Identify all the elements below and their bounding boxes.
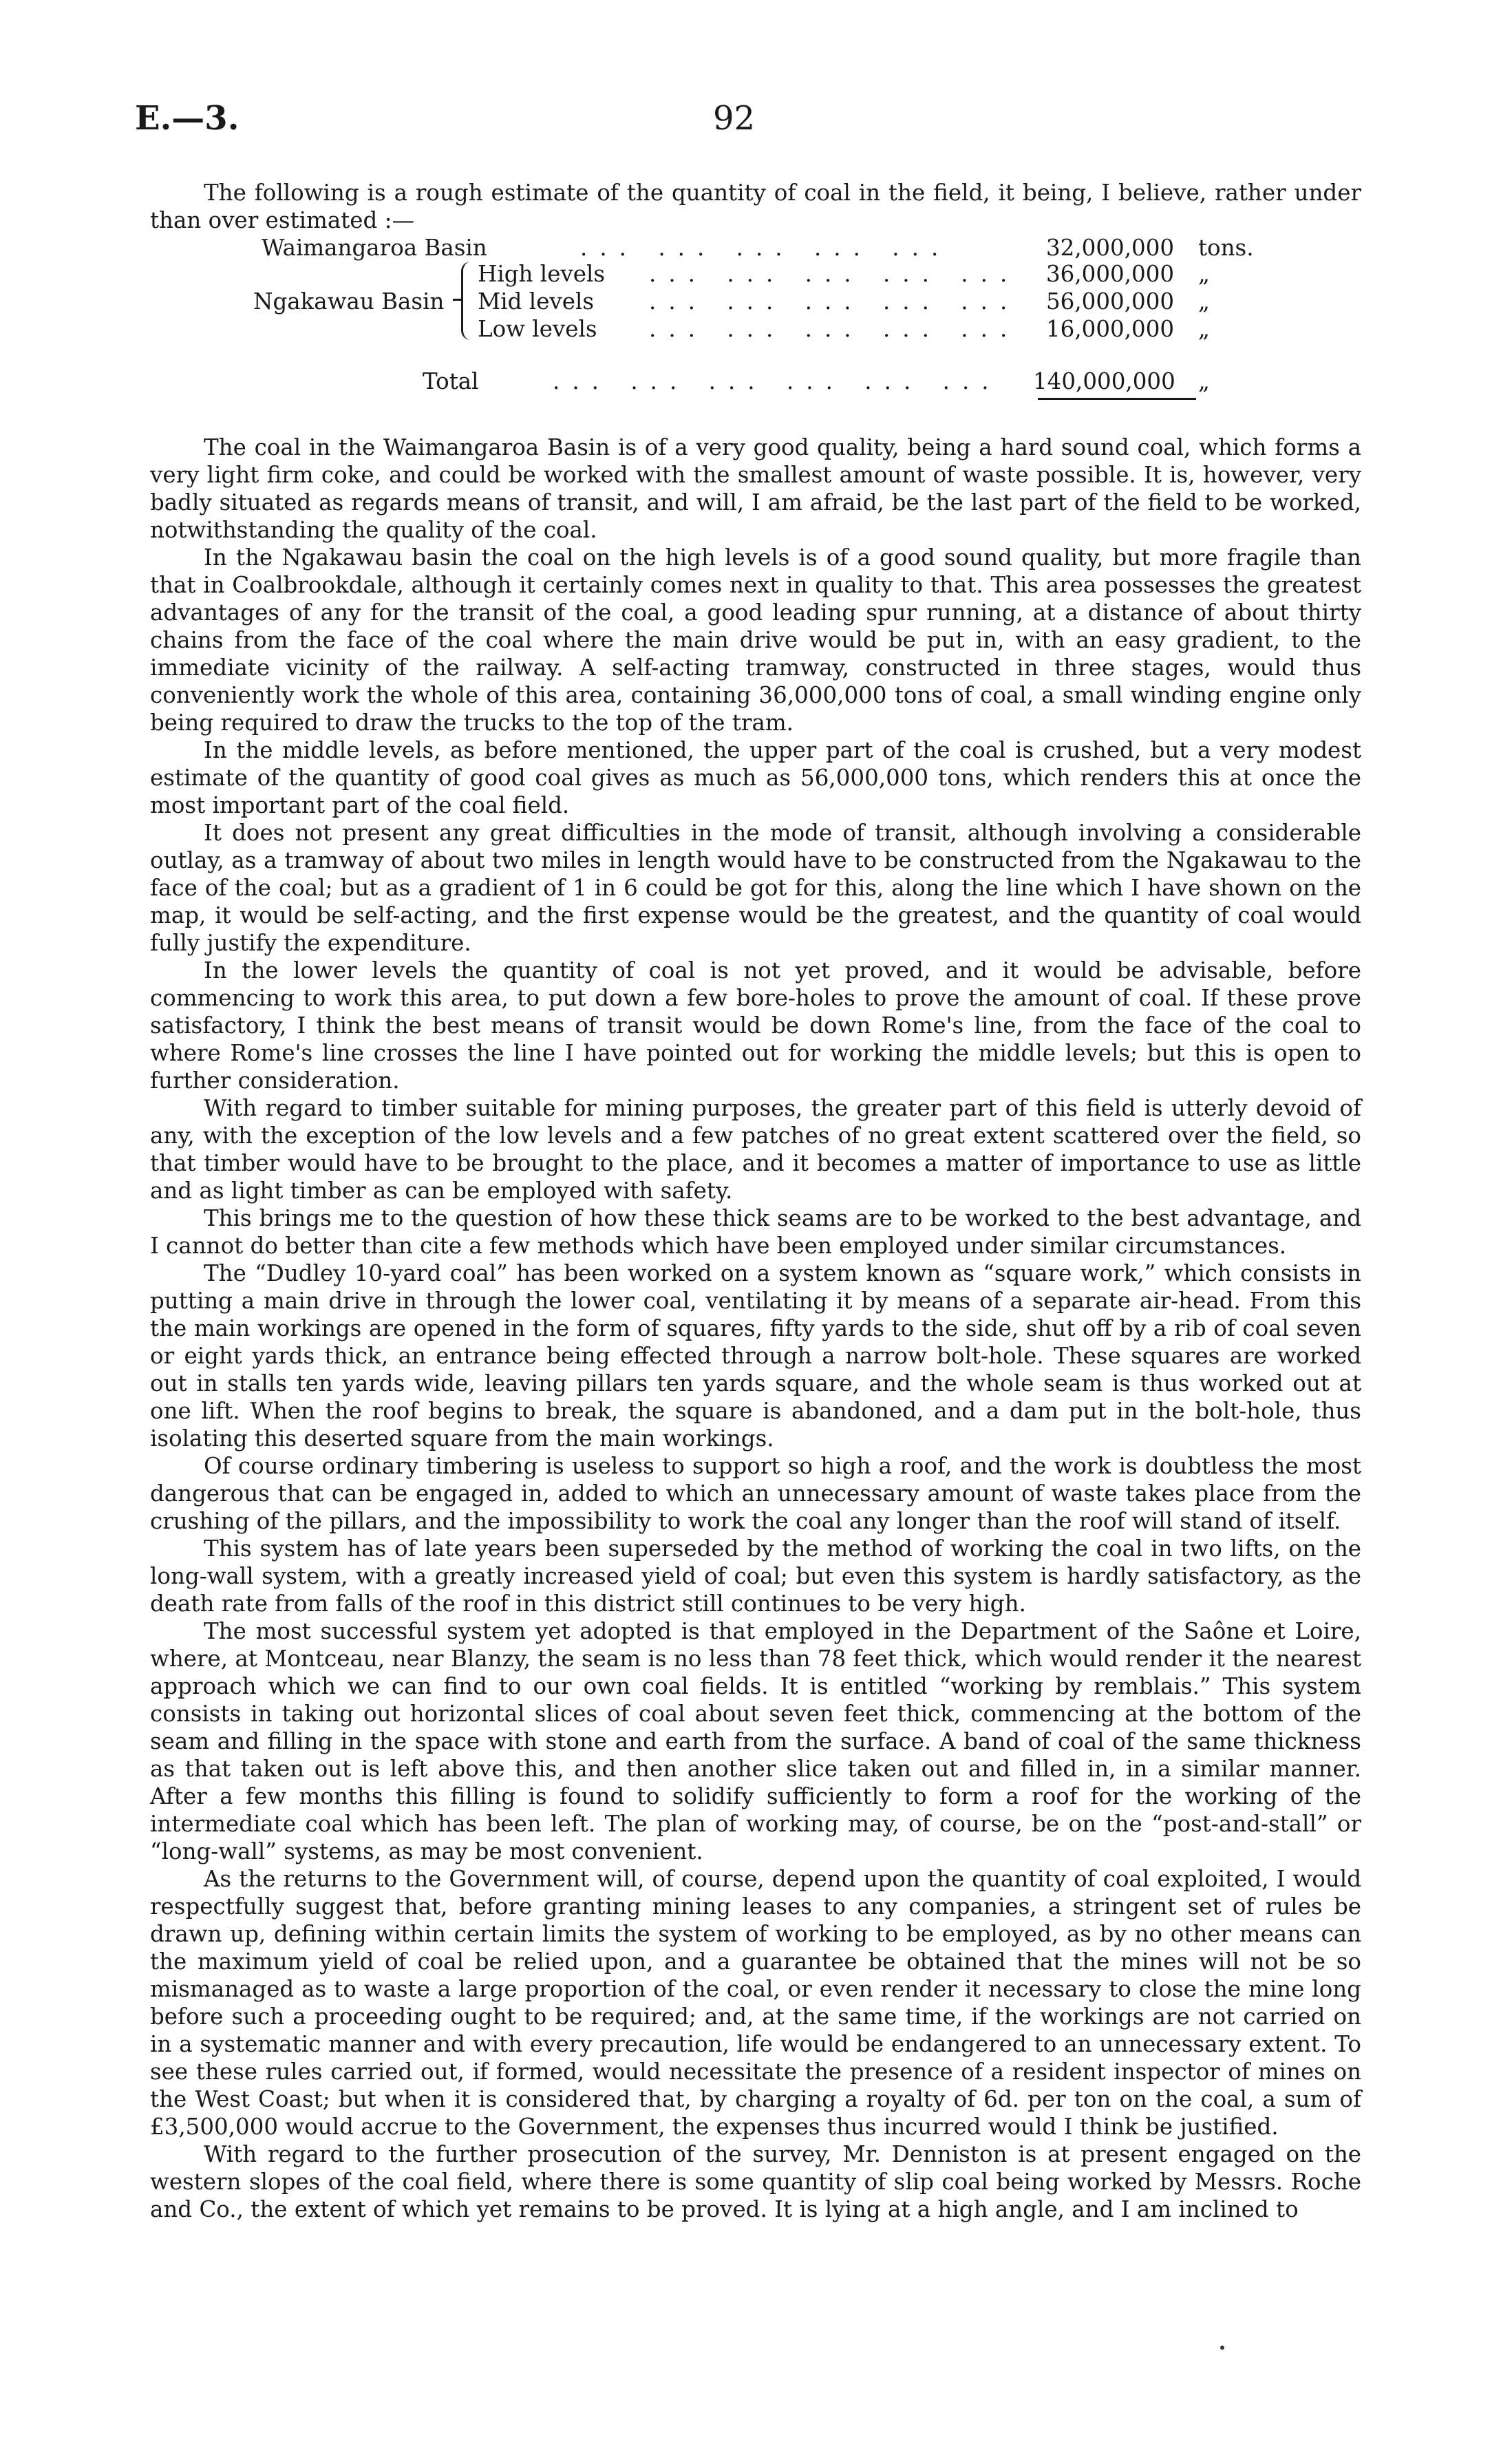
leader-dots: ... ... ... ... ... <box>649 316 1020 342</box>
row-label: Waimangaroa Basin <box>262 235 487 261</box>
paragraph: As the returns to the Government will, of course, depend upon the quantity of coal exploited, I would respectfully suggest that, before granting mining leases to any companies, a stringent set of rules be drawn up, defining within certain limits the system of working to be employed, as by no other means can the maximum yield of coal be relied upon, and a guarantee be obtained that the mines will not be so mismanaged as to waste a large proportion of the coal, or even render it necessary to close the mine long before such a proceeding ought to be required; and, at the same time, if the workings are not carried on in a systematic manner and with every precaution, life would be endangered to an unnecessary extent. To see these rules carried out, if formed, would necessitate the presence of a resident inspector of mines on the West Coast; but when it is considered that, by charging a royalty of 6d. per ton on the coal, a sum of £3,500,000 would accrue to the Government, the expenses thus incurred would I think be justified. <box>150 1866 1361 2140</box>
row-value: 140,000,000 <box>1033 368 1175 394</box>
row-value: 36,000,000 <box>1046 261 1175 287</box>
estimate-row-high <box>150 260 1361 288</box>
leader-dots: ... ... ... ... ... <box>649 288 1020 315</box>
row-unit: „ <box>1198 368 1210 394</box>
row-unit: „ <box>1198 288 1210 315</box>
estimate-row-low <box>150 315 1361 343</box>
paragraph: The “Dudley 10-yard coal” has been worked on a system known as “square work,” which consists in putting a main drive in through the lower coal, ventilating it by means of a separate air-head. From this the main workings are opened in the form of squares, fifty yards to the side, shut off by a rib of coal seven or eight yards thick, an entrance being effected through a narrow bolt-hole. These squares are worked out in stalls ten yards wide, leaving pillars ten yards square, and the whole seam is thus worked out at one lift. When the roof begins to break, the square is abandoned, and a dam put in the bolt-hole, thus isolating this deserted square from the main workings. <box>150 1260 1361 1452</box>
leader-dots: ... ... ... ... ... <box>649 261 1020 287</box>
stray-mark <box>1220 2346 1224 2350</box>
paragraph: In the middle levels, as before mentioned, the upper part of the coal is crushed, but a very modest estimate of the quantity of good coal gives as much as 56,000,000 tons, which renders this at once the most important part of the coal field. <box>150 737 1361 818</box>
intro-paragraph: The following is a rough estimate of the quantity of coal in the field, it being, I believe, rather under than over estimated :— <box>150 180 1361 233</box>
leader-dots: ... ... ... ... ... <box>580 235 951 261</box>
row-value: 16,000,000 <box>1046 316 1175 342</box>
paragraph: This system has of late years been superseded by the method of working the coal in two lifts, on the long-wall system, with a greatly increased yield of coal; but even this system is hardly satisfactory, as the death rate from falls of the roof in this district still continues to be very high. <box>150 1535 1361 1617</box>
paragraph: The most successful system yet adopted is that employed in the Department of the Saône et Loire, where, at Montceau, near Blanzy, the seam is no less than 78 feet thick, which would render it the nearest approach which we can find to our own coal fields. It is entitled “working by remblais.” This system consists in taking out horizontal slices of coal about seven feet thick, commencing at the bottom of the seam and filling in the space with stone and earth from the surface. A band of coal of the same thickness as that taken out is left above this, and then another slice taken out and filled in, in a similar manner. After a few months this filling is found to solidify sufficiently to form a roof for the working of the intermediate coal which has been left. The plan of working may, of course, be on the “post-and-stall” or “long-wall” systems, as may be most convenient. <box>150 1618 1361 1864</box>
paragraph: With regard to timber suitable for mining purposes, the greater part of this field is utterly devoid of any, with the exception of the low levels and a few patches of no great extent scattered over the field, so that timber would have to be brought to the place, and it becomes a matter of importance to use as little and as light timber as can be employed with safety. <box>150 1095 1361 1204</box>
row-unit: tons. <box>1198 235 1254 261</box>
row-value: 32,000,000 <box>1046 235 1175 261</box>
estimate-row-total <box>150 368 1361 395</box>
paragraph: With regard to the further prosecution of the survey, Mr. Denniston is at present engaged on the western slopes of the coal field, where there is some quantity of slip coal being worked by Messrs. Roche and Co., the extent of which yet remains to be proved. It is lying at a high angle, and I am inclined to <box>150 2141 1361 2222</box>
estimate-row-mid <box>150 288 1361 315</box>
row-label: Total <box>423 368 479 394</box>
paragraph: Of course ordinary timbering is useless to support so high a roof, and the work is doubtless the most dangerous that can be engaged in, added to which an unnecessary amount of waste takes place from the crushing of the pillars, and the impossibility to work the coal any longer than the roof will stand of itself. <box>150 1453 1361 1534</box>
row-label: High levels <box>478 261 606 287</box>
body-text <box>150 179 1361 2223</box>
paragraph: This brings me to the question of how these thick seams are to be worked to the best advantage, and I cannot do better than cite a few methods which have been employed under similar circumstances. <box>150 1205 1361 1259</box>
paragraph: The coal in the Waimangaroa Basin is of a very good quality, being a hard sound coal, which forms a very light firm coke, and could be worked with the smallest amount of waste possible. It is, however, very badly situated as regards means of transit, and will, I am afraid, be the last part of the field to be worked, notwithstanding the quality of the coal. <box>150 434 1361 543</box>
estimate-row-waimangaroa <box>150 234 1361 262</box>
row-unit: „ <box>1198 261 1210 287</box>
row-label: Mid levels <box>478 288 595 315</box>
page-number: 92 <box>713 99 756 138</box>
group-label: Ngakawau Basin <box>253 288 445 315</box>
total-rule <box>1038 398 1196 400</box>
paragraph: In the lower levels the quantity of coal is not yet proved, and it would be advisable, before commencing to work this area, to put down a few bore-holes to prove the amount of coal. If these prove satisfactory, I think the best means of transit would be down Rome's line, from the face of the coal to where Rome's line crosses the line I have pointed out for working the middle levels; but this is open to further consideration. <box>150 957 1361 1094</box>
paragraph: In the Ngakawau basin the coal on the high levels is of a good sound quality, but more fragile than that in Coalbrookdale, although it certainly comes next in quality to that. This area possesses the greatest advantages of any for the transit of the coal, a good leading spur running, at a distance of about thirty chains from the face of the coal where the main drive would be put in, with an easy gradient, to the immediate vicinity of the railway. A self-acting tramway, constructed in three stages, would thus conveniently work the whole of this area, containing 36,000,000 tons of coal, a small winding engine only being required to draw the trucks to the top of the tram. <box>150 544 1361 736</box>
row-label: Low levels <box>478 316 597 342</box>
leader-dots: ... ... ... ... ... ... <box>553 368 1001 394</box>
document-code: E.—3. <box>135 99 239 138</box>
row-value: 56,000,000 <box>1046 288 1175 315</box>
row-unit: „ <box>1198 316 1210 342</box>
coal-estimate-table <box>150 234 1361 434</box>
paragraph: It does not present any great difficulties in the mode of transit, although involving a considerable outlay, as a tramway of about two miles in length would have to be constructed from the Ngakawau to the face of the coal; but as a gradient of 1 in 6 could be got for this, along the line which I have shown on the map, it would be self-acting, and the first expense would be the greatest, and the quantity of coal would fully justify the expenditure. <box>150 820 1361 956</box>
